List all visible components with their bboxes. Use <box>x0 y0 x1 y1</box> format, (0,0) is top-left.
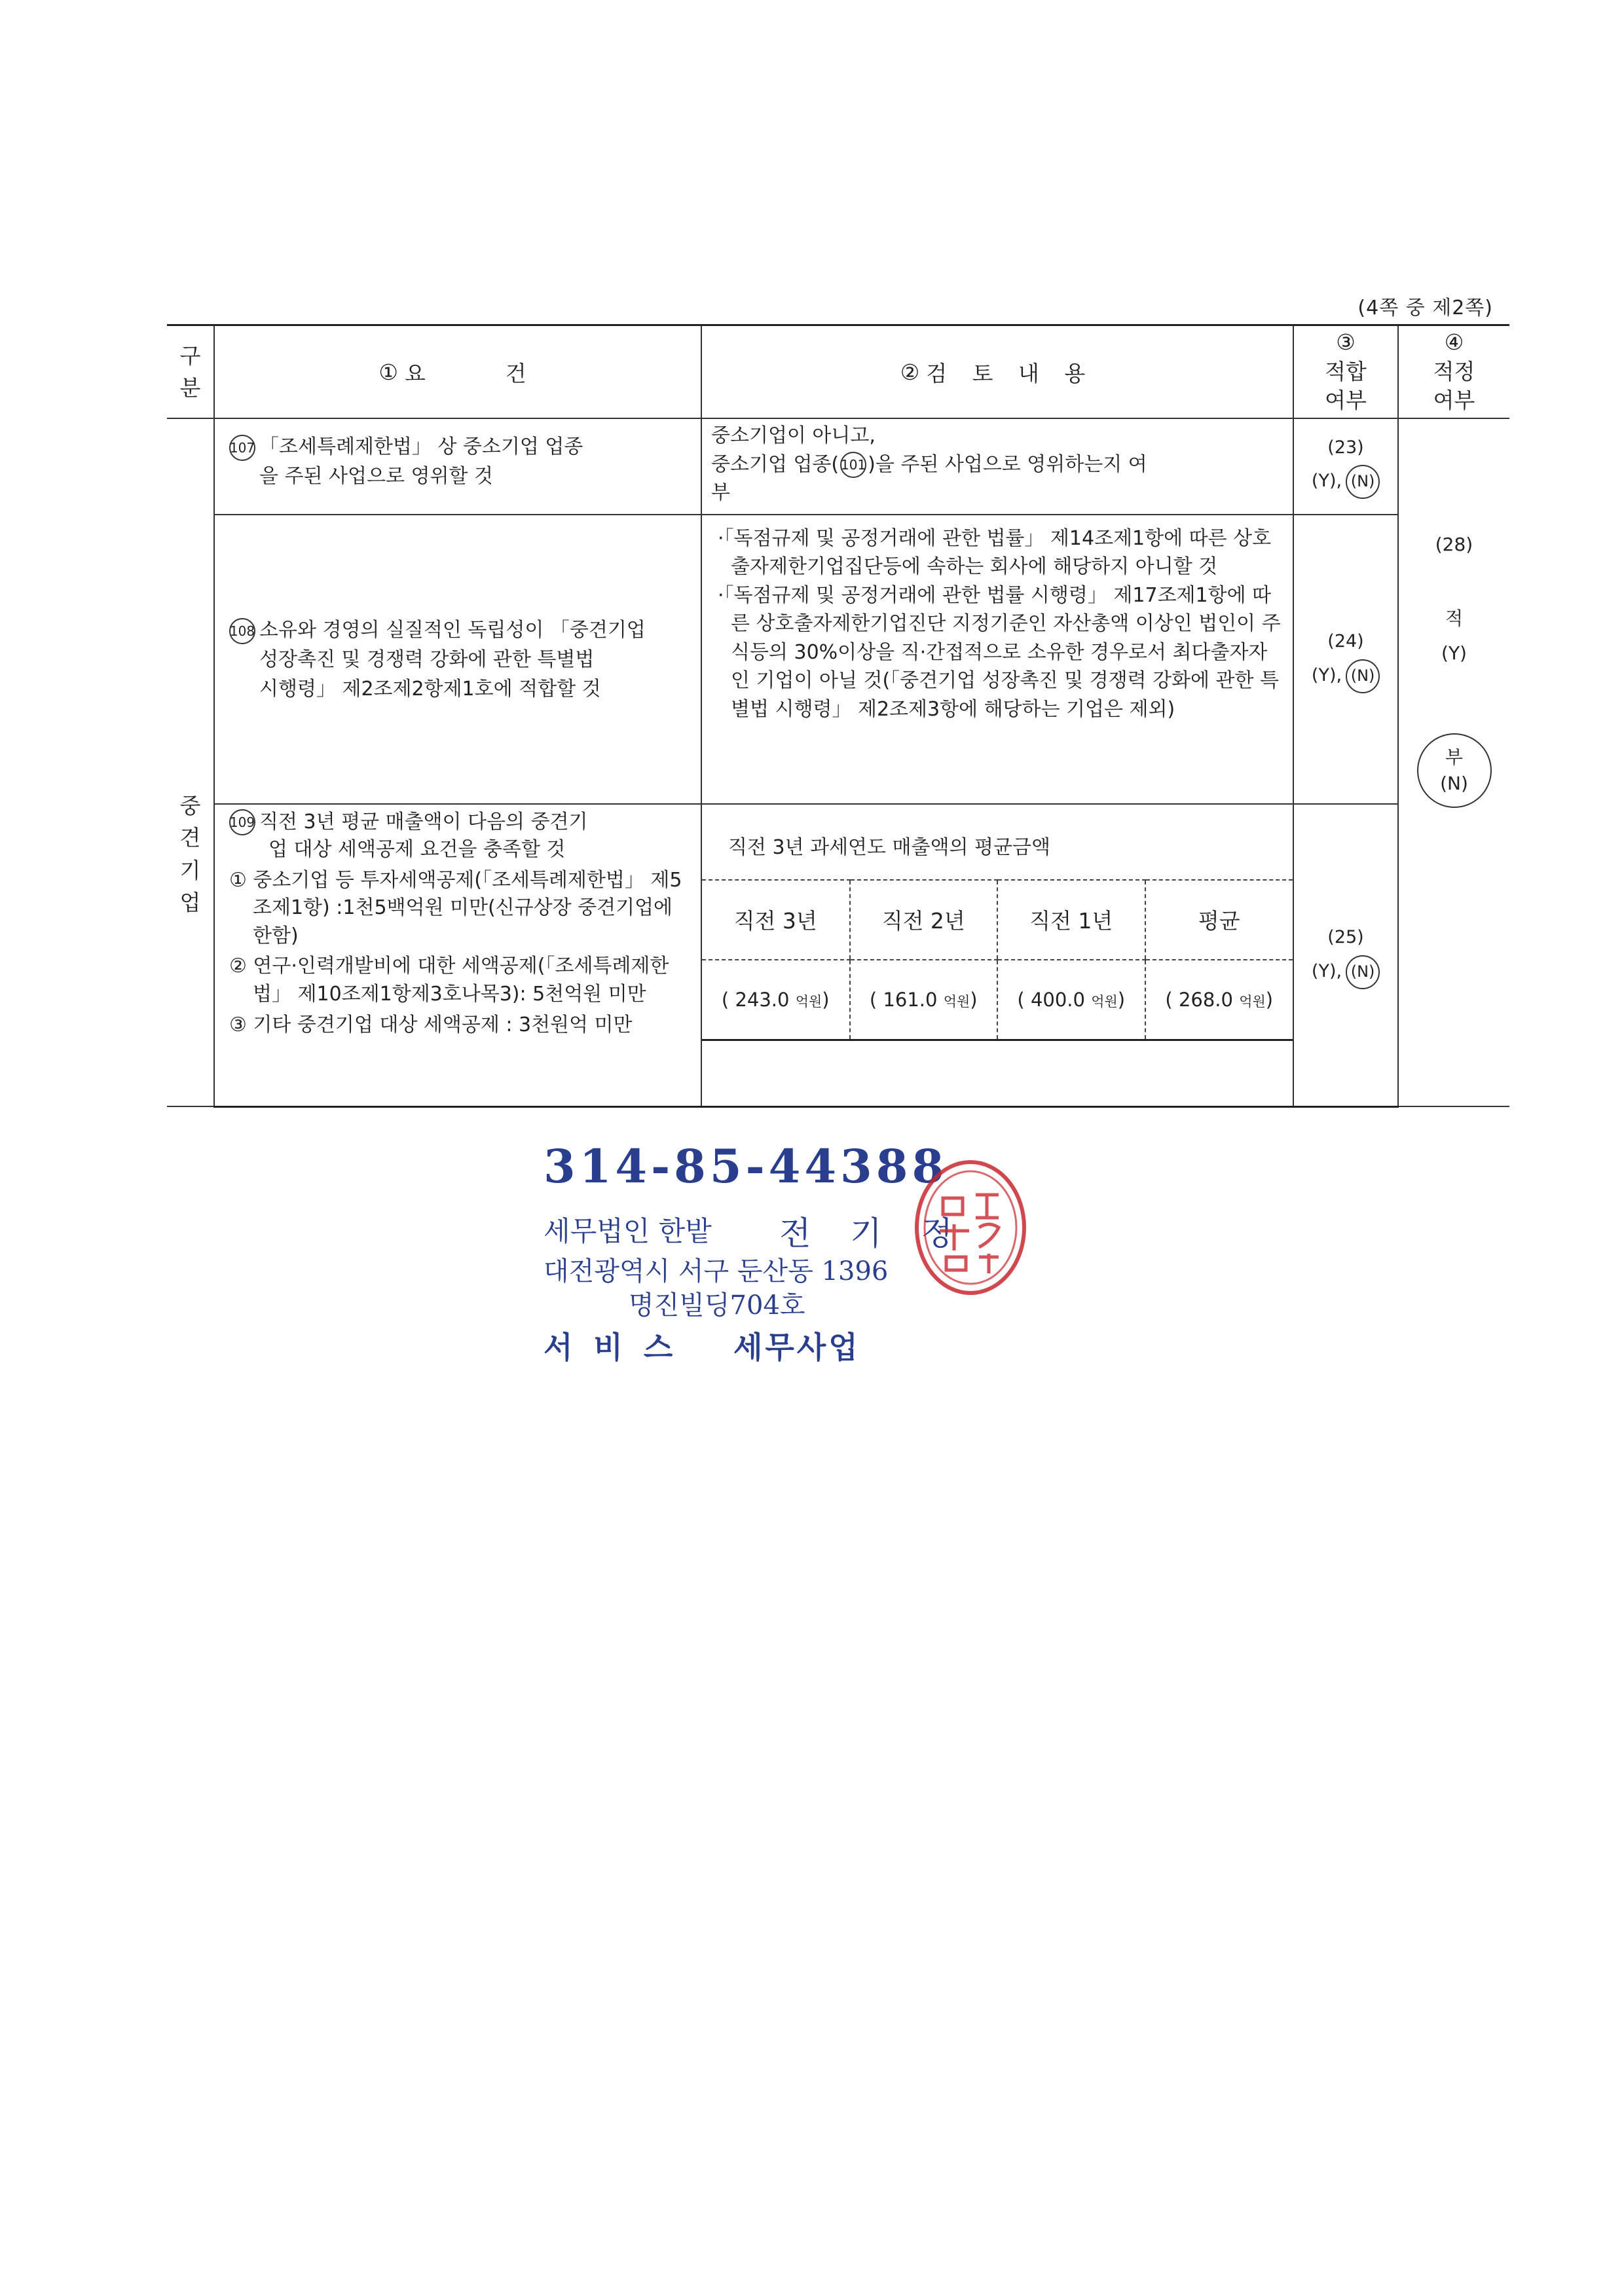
header-review <box>701 325 1293 419</box>
requirement-108: 108 소유와 경영의 실질적인 독립성이 「중견기업 성장촉진 및 경쟁력 강화에 관한 특별법 시행령」 제2조제2항제1호에 적합할 것 <box>214 515 701 804</box>
business-registration-number: 314-85-44388 <box>544 1139 948 1194</box>
business-item: 세무사업 <box>733 1330 860 1365</box>
seal-stamp-icon <box>913 1159 1028 1296</box>
review-109 <box>701 804 1293 1107</box>
item-number-109: 109 <box>229 809 255 835</box>
header-requirement-num: ① <box>378 359 398 385</box>
representative-name: 전 기 정 <box>779 1214 967 1252</box>
item-number-108: 108 <box>229 618 255 644</box>
item-number-107: 107 <box>229 435 255 461</box>
review-108: ·「독점규제 및 공정거래에 관한 법률」 제14조제1항에 따른 상호출자제한기업집단등에 속하는 회사에 해당하지 아니할 것 ·「독점규제 및 공정거래에 관한 법률 시행령」 제17조제1항에 따른 상호출자제한기업진단 지정기준인 자산총액 이상인 법인이 주식등의 30%이상을 직·간접적으로 소유한 경우로서 최다출자자인 기업이 아닐 것(「중견기업 성장촉진 및 경쟁력 강화에 관한 특별법 시행령」 제2조제3항에 해당하는 기업은 제외) <box>701 515 1293 804</box>
requirement-109: 109 직전 3년 평균 매출액이 다음의 중견기 업 대상 세액공제 요건을 충족할 것 ① 중소기업 등 투자세액공제(「조세특례제한법」 제5조제1항) :1천5백억원 미만(신규상장 중견기업에 한함) ② 연구·인력개발비에 대한 세액공제(「조세특례제한법」 제10조제1항제3호나목3): 5천억원 미만 ③ 기타 중견기업 대상 세액공제 : 3천원억 미만 <box>214 804 701 1107</box>
sales-table <box>702 879 1293 1041</box>
fit-109-no-circled: (N) <box>1346 955 1380 989</box>
page-number: (4쪽 중 제2쪽) <box>1357 297 1493 319</box>
header-fit: ③ 적합 여부 <box>1293 325 1398 419</box>
header-row <box>167 325 1509 419</box>
row-109 <box>167 804 1509 1107</box>
sales-year-label: 직전 1년 <box>997 880 1145 960</box>
review-107: 중소기업이 아니고, 중소기업 업종( 101)을 주된 사업으로 영위하는지 여 부 <box>701 418 1293 515</box>
sales-year-label: 직전 3년 <box>702 880 850 960</box>
sales-value: ( 243.0 억원) <box>702 960 850 1040</box>
sales-value: ( 400.0 억원) <box>997 960 1145 1040</box>
sales-value: ( 268.0 억원) <box>1145 960 1293 1040</box>
header-category: 구 분 <box>167 325 214 419</box>
category-cell: 중 견 기 업 <box>167 418 214 1106</box>
sales-value: ( 161.0 억원) <box>850 960 998 1040</box>
final-assessment: (28) 적 (Y) 부 (N) <box>1398 418 1509 1106</box>
header-requirement-label: 요 건 <box>404 360 537 386</box>
requirements-table <box>167 324 1509 1108</box>
address-line-2: 명진빌딩704호 <box>629 1290 805 1321</box>
sales-year-label: 평균 <box>1145 880 1293 960</box>
fit-109: (25) (Y), (N) <box>1293 804 1398 1107</box>
sales-title: 직전 3년 과세연도 매출액의 평균금액 <box>728 835 1050 859</box>
header-final: ④ 적정 여부 <box>1398 325 1509 419</box>
fit-107-no-circled: (N) <box>1346 465 1380 499</box>
row-107 <box>167 418 1509 515</box>
fit-108-no-circled: (N) <box>1346 659 1380 693</box>
address-line-1: 대전광역시 서구 둔산동 1396 <box>544 1256 889 1286</box>
header-review-num: ② <box>900 359 920 385</box>
fit-107: (23) (Y), (N) <box>1293 418 1398 515</box>
fit-108: (24) (Y), (N) <box>1293 515 1398 804</box>
requirement-107: 107 「조세특례제한법」 상 중소기업 업종 을 주된 사업으로 영위할 것 <box>214 418 701 515</box>
final-no-circled: 부 (N) <box>1417 733 1492 808</box>
sales-year-label: 직전 2년 <box>850 880 998 960</box>
header-review-label: 검 토 내 용 <box>926 360 1095 386</box>
header-requirement <box>214 325 701 419</box>
firm-name: 세무법인 한밭 <box>544 1215 712 1247</box>
business-type: 서 비 스 <box>544 1330 678 1365</box>
row-108 <box>167 515 1509 804</box>
